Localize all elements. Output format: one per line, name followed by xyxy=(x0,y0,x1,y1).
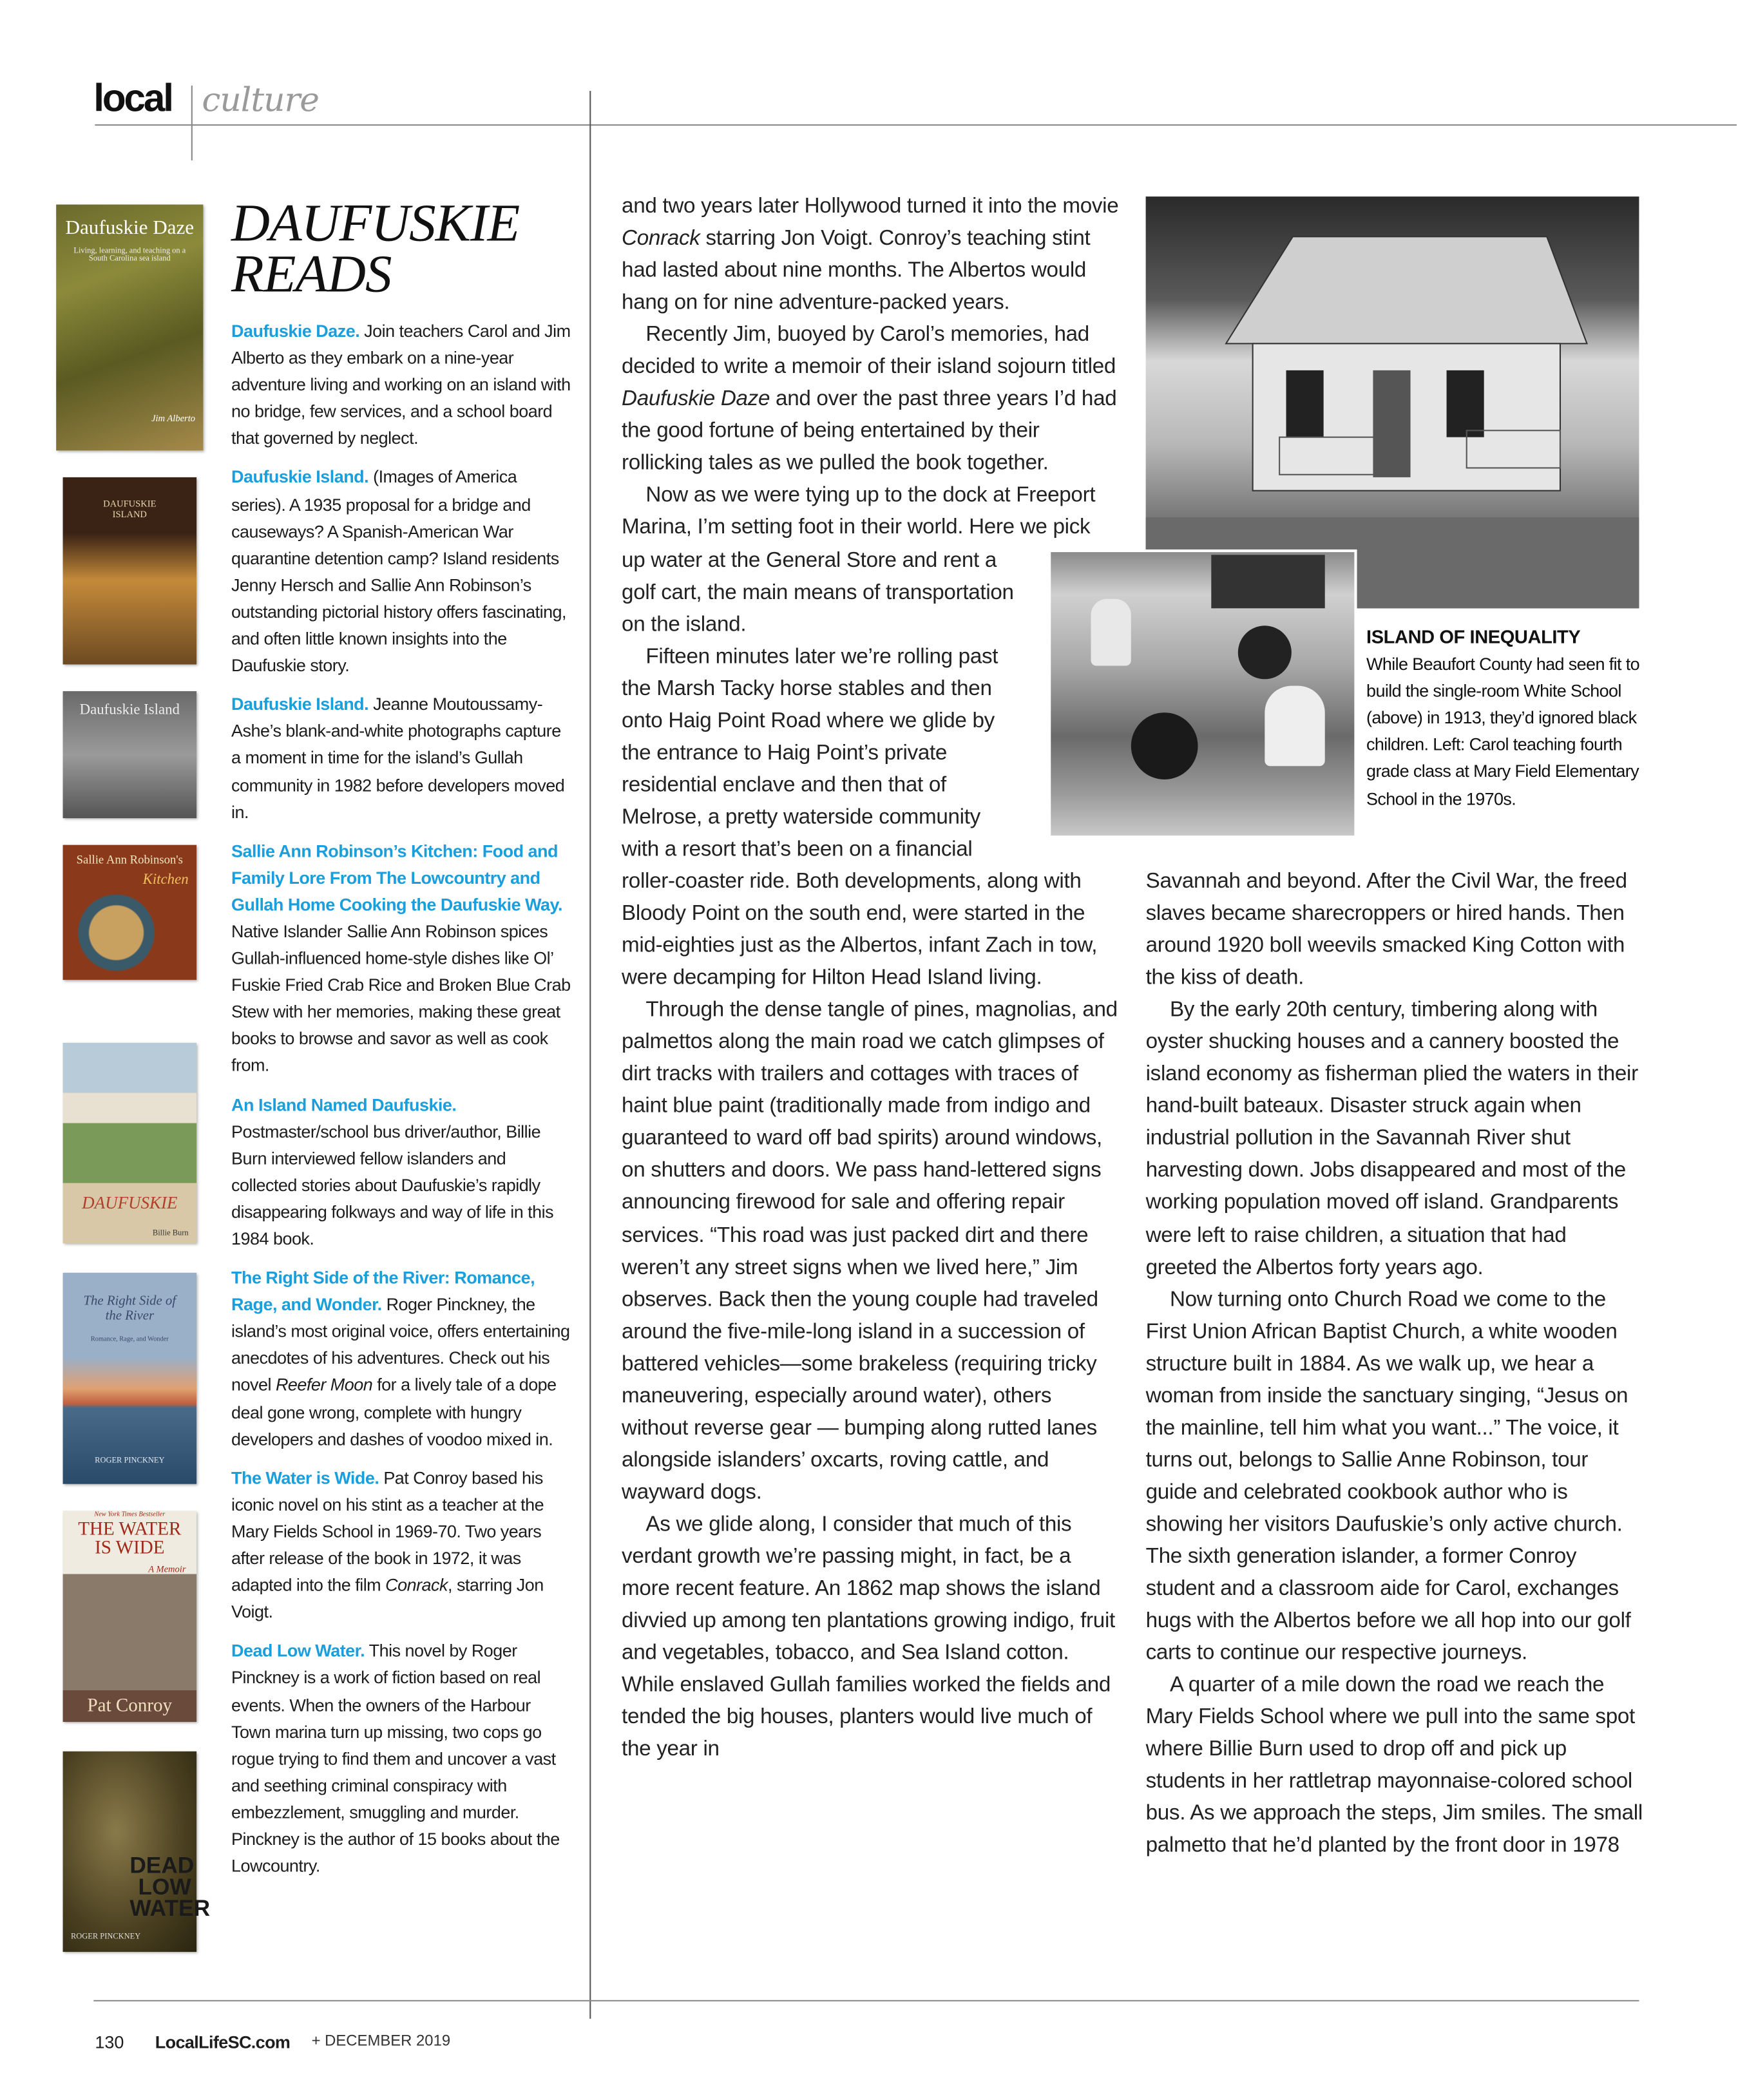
caption-text: While Beaufort County had seen fit to build the single-room White School (above) in 1913, they’d ignored black children. Left: Carol teaching fourth grade class at Mary Field Elementary School in the 1970s. xyxy=(1366,654,1639,808)
book-entry xyxy=(231,1265,572,1453)
article-paragraph xyxy=(622,995,1119,1509)
classroom-photo-frame xyxy=(1048,549,1357,838)
white-school-photo xyxy=(1146,196,1639,608)
paragraph-text: starring Jon Voigt. Conroy’s teaching stint had lasted about nine months. The Albertos would hang on for nine adventure-packed years. xyxy=(622,227,1091,315)
book-description: (Images of America series). A 1935 proposal for a bridge and causeways? A Spanish-American War quarantine detention camp? Island residents Jenny Hersch and Sallie Ann Robinson’s outstanding pictorial history offers fascinating, and often little known insights into the Daufuskie story. xyxy=(231,467,567,676)
section-name: culture xyxy=(202,80,319,119)
page-number: 130 xyxy=(95,2032,124,2052)
book-title: Daufuskie Daze. xyxy=(231,321,360,341)
paragraph-text: As we glide along, I consider that much of this verdant growth we’re passing might, in fact, be a more recent feature. An 1862 map shows the island divvied up among ten plantations growing indigo, fruit and vegetables, tobacco, and Sea Island cotton. While enslaved Gullah families worked the fields and tended the big houses, planters would live much of the year in xyxy=(622,1513,1115,1761)
article-paragraph xyxy=(1146,1670,1643,1863)
article-paragraph xyxy=(1146,1284,1643,1670)
footer-rule xyxy=(93,2000,1639,2001)
book-description: for a lively tale of a dope deal gone wrong, complete with hungry developers and dashes of voodoo mixed in. xyxy=(231,1375,557,1449)
paragraph-text: Daufuskie Daze xyxy=(622,388,770,411)
book-description: Native Islander Sallie Ann Robinson spices Gullah-influenced home-style dishes like Ol’ Fuskie Fried Crab Rice and Broken Blue Crab Stew with her memories, making these great books to browse and savor as well as cook from. xyxy=(231,921,571,1076)
book-description: Reefer Moon xyxy=(275,1375,373,1395)
article-paragraph xyxy=(1146,866,1643,995)
book-cover-island-named-daufuskie: DAUFUSKIE Billie Burn xyxy=(63,1043,197,1243)
book-description: Postmaster/school bus driver/author, Billie Burn interviewed fellow islanders and collected stories about Daufuskie’s rapidly disappearing folkways and way of life in this 1984 book. xyxy=(231,1121,554,1249)
sidebar-title xyxy=(231,192,520,304)
book-entry xyxy=(231,464,572,680)
paragraph-text: Through the dense tangle of pines, magnolias, and palmettos along the main road we catch glimpses of dirt tracks with trailers and cottages with traces of haint blue paint (traditionally made from indigo and guaranteed to ward off bad spirits) around windows, on shutters and doors. We pass hand-lettered signs announcing firewood for sale and offering repair services. “This road was just packed dirt and there weren’t any street signs when we lived here,” Jim observes. Back then the young couple had traveled around the five-mile-long island in a succession of battered vehicles—some brakeless (requiring tricky maneuvering, especially around water), others without reverse gear — bumping along rutted lanes alongside islanders’ oxcarts, roving cattle, and wayward dogs. xyxy=(622,998,1118,1504)
book-description: Conrack xyxy=(385,1575,448,1596)
book-title: An Island Named Daufuskie. xyxy=(231,1094,457,1114)
paragraph-text: Now as we were tying up to the dock at Freeport Marina, I’m setting foot in their world. Here we pick up water at the General Store and rent a golf cart, the main means of transportation on the island. xyxy=(622,484,1096,636)
caption-heading: ISLAND OF INEQUALITY xyxy=(1366,625,1581,647)
book-description: Jeanne Moutoussamy-Ashe’s blank-and-white photographs capture a moment in time for the island’s Gullah community in 1982 before developers moved in. xyxy=(231,694,565,822)
book-description: , starring Jon Voigt. xyxy=(231,1575,544,1622)
article-paragraph xyxy=(622,191,1119,320)
classroom-photo xyxy=(1051,552,1354,835)
book-cover-right-side-of-river: The Right Side of the River Romance, Rage, and Wonder ROGER PINCKNEY xyxy=(63,1273,197,1484)
issue-date: + DECEMBER 2019 xyxy=(311,2033,451,2050)
column-divider xyxy=(589,91,591,2019)
book-title: The Water is Wide. xyxy=(231,1467,379,1488)
book-entry xyxy=(231,318,572,453)
book-entry xyxy=(231,1092,572,1253)
photo-caption xyxy=(1366,623,1647,812)
book-description: Join teachers Carol and Jim Alberto as they embark on a nine-year adventure living and working on an island with no bridge, few services, and a school board that governed by neglect. xyxy=(231,321,571,449)
sidebar-title-line2: READS xyxy=(231,243,392,304)
white-school-house-illustration xyxy=(1146,196,1639,608)
paragraph-text: and two years later Hollywood turned it into the movie xyxy=(622,195,1119,218)
article-column-1 xyxy=(622,191,1119,1766)
book-description: Roger Pinckney, the island’s most original voice, offers entertaining anecdotes of his adventures. Check out his novel xyxy=(231,1294,570,1395)
paragraph-text: Fifteen minutes later we’re rolling past the Marsh Tacky horse stables and then onto Haig Point Road where we glide by the entrance to Haig Point’s private residential enclave and then that of Melrose, a pretty waterside community with a resort that’s been on a financial roller-coaster ride. Both developments, along with Bloody Point on the south end, were started in the mid-eighties just as the Albertos, infant Zach in tow, were decamping for Hilton Head Island living. xyxy=(622,645,1098,990)
paragraph-text: By the early 20th century, timbering along with oyster shucking houses and a cannery boosted the island economy as fisherman plied the waters in their hand-built bateaux. Disaster struck again when industrial pollution in the Savannah River shut harvesting down. Jobs disappeared and most of the working population moved off island. Grandparents were left to raise children, a situation that had greeted the Albertos forty years ago. xyxy=(1145,998,1638,1279)
book-title: Daufuskie Island. xyxy=(231,694,369,714)
site-name: LocalLifeSC.com xyxy=(155,2032,291,2052)
article-paragraph xyxy=(622,320,1119,481)
book-list xyxy=(231,318,572,1892)
book-entry xyxy=(231,1638,572,1880)
book-entry xyxy=(231,1465,572,1626)
paragraph-text: Conrack xyxy=(622,227,700,251)
book-title: Dead Low Water. xyxy=(231,1641,365,1661)
book-entry xyxy=(231,691,572,826)
book-cover-daufuskie-island-photos: Daufuskie Island xyxy=(63,691,197,818)
book-cover-dead-low-water: DEAD LOW WATER ROGER PINCKNEY xyxy=(63,1752,197,1952)
paragraph-text: A quarter of a mile down the road we reach the Mary Fields School where we pull into the same spot where Billie Burn used to drop off and pick up students in her rattletrap mayonnaise-colored school bus. As we approach the steps, Jim smiles. The small palmetto that he’d planted by the front door in 1978 xyxy=(1145,1674,1643,1858)
book-description: This novel by Roger Pinckney is a work of fiction based on real events. When the owners of the Harbour Town marina turn up missing, two cops go rogue trying to find them and uncover a vast and seething criminal conspiracy with embezzlement, smuggling and murder. Pinckney is the author of 15 books about the Lowcountry. xyxy=(231,1641,560,1876)
book-title: The Right Side of the River: Romance, Rage, and Wonder. xyxy=(231,1267,535,1315)
article-paragraph xyxy=(1146,995,1643,1284)
book-title: Sallie Ann Robinson’s Kitchen: Food and Family Lore From The Lowcountry and Gullah Home Cooking the Daufuskie Way. xyxy=(231,840,563,915)
article-paragraph xyxy=(622,1509,1119,1766)
book-entry xyxy=(231,838,572,1080)
book-cover-daufuskie-daze: Daufuskie Daze Living, learning, and teaching on a South Carolina sea island Jim Alberto xyxy=(56,205,203,451)
paragraph-text: and over the past three years I’d had the good fortune of being entertained by their rollicking tales as we pulled the book together. xyxy=(622,388,1117,475)
paragraph-text: Recently Jim, buoyed by Carol’s memories, had decided to write a memoir of their island sojourn titled xyxy=(622,323,1116,379)
book-description: Pat Conroy based his iconic novel on his stint as a teacher at the Mary Fields School in 1969-70. Two years after release of the book in 1972, it was adapted into the film xyxy=(231,1467,544,1596)
book-title: Daufuskie Island. xyxy=(231,467,369,488)
header-rule xyxy=(95,124,1737,126)
book-cover-water-is-wide: New York Times Bestseller THE WATER IS WIDE A Memoir Pat Conroy xyxy=(63,1511,197,1722)
section-logo: local xyxy=(93,77,172,120)
paragraph-text: Now turning onto Church Road we come to the First Union African Baptist Church, a white wooden structure built in 1884. As we walk up, we hear a woman from inside the sanctuary singing, “Jesus on the mainline, tell him what you want...” The voice, it turns out, belongs to Sallie Anne Robinson, tour guide and celebrated cookbook author who is showing her visitors Daufuskie’s only active church. The sixth generation islander, a former Conroy student and a classroom aide for Carol, exchanges hugs with the Albertos before we all hop into our golf carts to continue our respective journeys. xyxy=(1145,1288,1631,1665)
header-divider xyxy=(191,86,193,160)
sidebar-title-line1: DAUFUSKIE xyxy=(231,192,520,253)
paragraph-text: Savannah and beyond. After the Civil War, the freed slaves became sharecroppers or hired hands. Then around 1920 boll weevils smacked King Cotton with the kiss of death. xyxy=(1145,870,1627,990)
article-column-2 xyxy=(1146,866,1643,1863)
book-cover-daufuskie-island-images: DAUFUSKIE ISLAND xyxy=(63,477,197,665)
book-cover-sallie-ann-kitchen: Sallie Ann Robinson's Kitchen xyxy=(63,845,197,980)
